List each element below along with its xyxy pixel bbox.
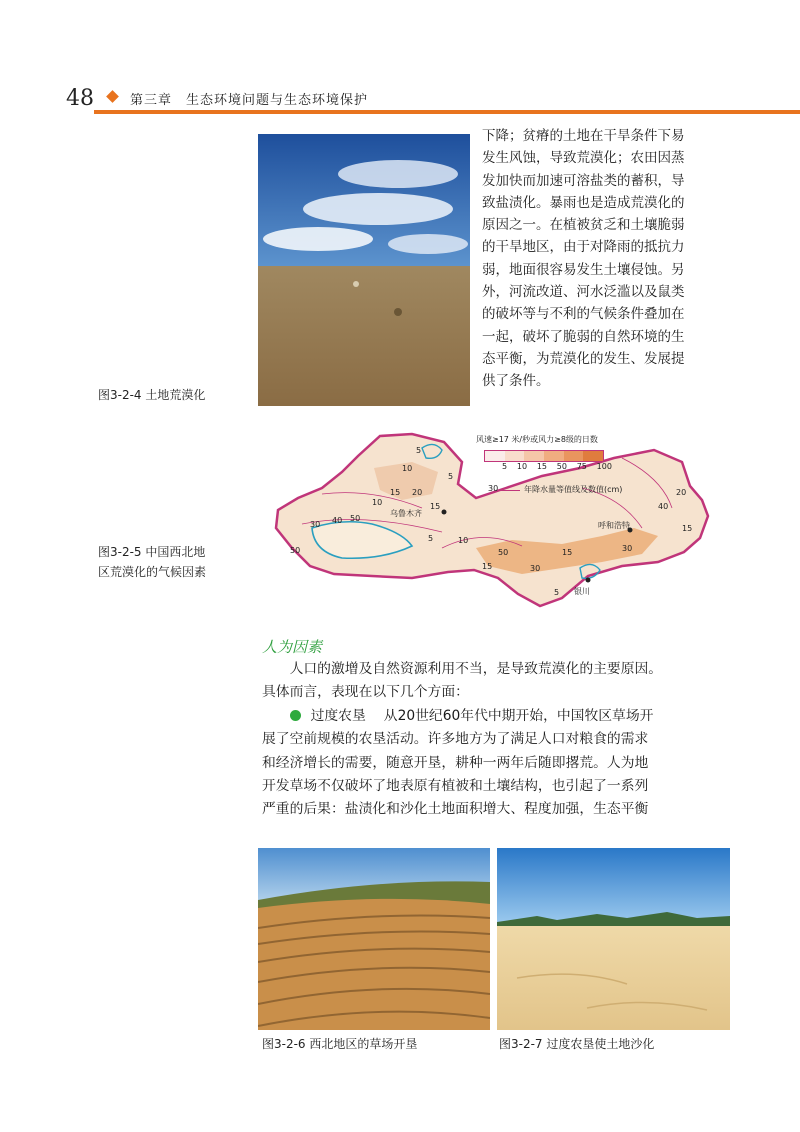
text-line: 致盐渍化。暴雨也是造成荒漠化的	[482, 194, 685, 211]
text-line: 从20世纪60年代中期开始，中国牧区草场开	[383, 707, 654, 724]
caption-line: 区荒漠化的气候因素	[98, 565, 207, 579]
text-line: 发加快而加速可溶盐类的蓄积，导	[482, 172, 685, 189]
legend-values	[502, 462, 612, 471]
text-line: 具体而言，表现在以下几个方面：	[262, 684, 469, 701]
contour-number: 30	[310, 520, 321, 529]
contour-number: 5	[428, 534, 434, 543]
contour-number: 20	[676, 488, 687, 497]
text-line: 发生风蚀，导致荒漠化；农田因蒸	[482, 150, 685, 167]
legend-value: 75	[576, 462, 587, 471]
city-label-urumqi: 乌鲁木齐	[390, 509, 422, 518]
legend-line-label: 年降水量等值线及数值(cm)	[524, 485, 623, 494]
header-rule	[94, 110, 800, 114]
contour-number: 5	[416, 446, 422, 455]
legend-value: 15	[536, 462, 547, 471]
bullet-icon	[290, 710, 301, 721]
contour-number: 5	[448, 472, 454, 481]
contour-number: 20	[412, 488, 423, 497]
grassland-reclamation-photo	[258, 848, 490, 1030]
text-line: 外，河流改道、河水泛滥以及鼠类	[482, 284, 685, 301]
bullet-title: 过度农垦	[310, 707, 366, 724]
text-line: 展了空前规模的农垦活动。许多地方为了满足人口对粮食的需求	[262, 731, 649, 748]
figure-caption: 图3-2-4 土地荒漠化	[98, 388, 206, 402]
contour-number: 5	[554, 588, 560, 597]
text-line: 人口的激增及自然资源利用不当，是导致荒漠化的主要原因。	[289, 661, 663, 677]
chapter-label: 第三章	[130, 93, 173, 108]
city-label-hohhot: 呼和浩特	[598, 521, 630, 530]
text-line: 开发草场不仅破坏了地表原有植被和土壤结构，也引起了一系列	[262, 778, 649, 795]
contour-number: 15	[430, 502, 441, 511]
text-line: 原因之一。在植被贫乏和土壤脆弱	[482, 217, 685, 234]
page-number: 48	[66, 86, 94, 111]
contour-number: 10	[372, 498, 383, 507]
contour-number: 50	[290, 546, 301, 555]
section-heading: 人为因素	[262, 638, 323, 656]
figure-caption: 图3-2-7 过度农垦使土地沙化	[499, 1037, 655, 1051]
legend-value: 10	[516, 462, 528, 471]
contour-number: 15	[682, 524, 693, 533]
land-desertification-photo	[497, 848, 730, 1030]
contour-number: 50	[350, 514, 361, 523]
text-line: 弱，地面很容易发生土壤侵蚀。另	[482, 261, 685, 278]
legend-line	[500, 490, 520, 491]
chapter-title: 生态环境问题与生态环境保护	[186, 93, 369, 108]
contour-number: 15	[562, 548, 573, 557]
contour-number: 40	[658, 502, 669, 511]
contour-number: 40	[332, 516, 343, 525]
legend-value: 50	[556, 462, 567, 471]
legend-value: 100	[596, 462, 612, 471]
text-line: 的破坏等与不利的气候条件叠加在	[482, 306, 685, 323]
caption-line: 图3-2-5 中国西北地	[98, 545, 206, 559]
figure-caption	[98, 542, 206, 582]
contour-number: 10	[458, 536, 469, 545]
city-label-yinchuan: 银川	[574, 587, 590, 596]
section-body	[262, 658, 732, 822]
legend-color-scale	[484, 450, 604, 462]
contour-number: 30	[622, 544, 633, 553]
legend-value: 5	[502, 462, 508, 471]
bullet-paragraph	[262, 705, 732, 728]
header-diamond-icon	[106, 90, 119, 103]
text-line: 的干旱地区，由于对降雨的抵抗力	[482, 239, 685, 256]
contour-number: 15	[482, 562, 493, 571]
text-line: 供了条件。	[482, 373, 550, 390]
contour-number: 10	[402, 464, 413, 473]
legend-title: 风速≥17 米/秒或风力≥8级的日数	[476, 435, 598, 444]
text-line: 一起，破坏了脆弱的自然环境的生	[482, 328, 685, 345]
text-line: 和经济增长的需要，随意开垦，耕种一两年后随即撂荒。人为地	[262, 754, 649, 771]
text-line: 严重的后果：盐渍化和沙化土地面积增大、程度加强，生态平衡	[262, 801, 649, 818]
side-paragraph	[482, 125, 734, 393]
legend-line-sample: 30	[488, 484, 499, 493]
contour-number: 50	[498, 548, 509, 557]
text-line: 下降；贫瘠的土地在干旱条件下易	[482, 128, 685, 144]
text-line: 态平衡，为荒漠化的发生、发展提	[482, 350, 685, 367]
figure-caption: 图3-2-6 西北地区的草场开垦	[262, 1037, 418, 1051]
contour-number: 30	[530, 564, 541, 573]
desertification-photo	[258, 134, 470, 406]
climate-factor-map	[262, 428, 722, 612]
contour-number: 15	[390, 488, 401, 497]
